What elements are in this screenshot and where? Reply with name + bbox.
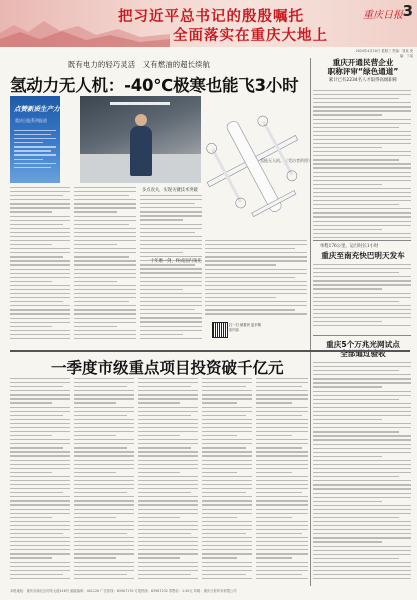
right-story-2-body bbox=[313, 264, 411, 330]
bottom-story-col-4 bbox=[202, 378, 252, 583]
qr-caption: 扫一扫 就看到 更多精彩内容 bbox=[229, 323, 261, 332]
right-story-3-headline-2: 全部通过验收 bbox=[340, 349, 386, 358]
column-rule bbox=[310, 58, 311, 586]
main-subhead-b: 十年磨一剑，终成国内领先 bbox=[150, 259, 202, 264]
right-story-2-kicker: 单程176公里，运行时长1小时 bbox=[320, 244, 379, 249]
main-subhead-a: 多点攻关，实现关键技术突破 bbox=[142, 188, 198, 193]
page-number: 3 bbox=[402, 2, 413, 20]
bottom-headline: 一季度市级重点项目投资破千亿元 bbox=[51, 359, 284, 377]
top-banner bbox=[0, 0, 417, 47]
main-story-col-2 bbox=[74, 187, 136, 342]
series-sub: 重庆日报系列报道 bbox=[15, 118, 47, 123]
banner-slogan-line1: 把习近平总书记的殷殷嘱托 bbox=[118, 8, 304, 25]
series-sidebar bbox=[10, 96, 60, 183]
bottom-story-col-2 bbox=[74, 378, 134, 583]
divider bbox=[313, 240, 411, 241]
banner-slogan-line2: 全面落实在重庆大地上 bbox=[173, 27, 328, 44]
right-story-1-subhead: 累计已有2234名人才取得高级职称 bbox=[328, 78, 398, 83]
right-story-2 bbox=[313, 251, 413, 260]
main-story-col-1 bbox=[10, 187, 70, 342]
right-story-2-headline: 重庆至南充快巴明天发车 bbox=[321, 251, 405, 260]
main-story-col-4 bbox=[205, 240, 307, 318]
main-headline: 氢动力无人机：-40℃极寒也能飞3小时 bbox=[10, 76, 299, 95]
right-story-3 bbox=[313, 340, 413, 358]
right-story-3-body bbox=[313, 362, 411, 584]
right-story-1 bbox=[313, 58, 413, 83]
bottom-story-col-5 bbox=[256, 378, 308, 583]
bottom-story-col-1 bbox=[10, 378, 70, 583]
divider bbox=[313, 335, 411, 336]
page-footer: 本报地址：重庆市渝北区同茂大道416号 邮政编码：401120 广告热线：63907170 订报热线：63907232 零售价：1.50元 印刷：重庆日报印务有限公司 bbox=[10, 589, 237, 593]
drone-image bbox=[200, 96, 310, 236]
main-kicker: 既有电力的轻巧灵活 又有燃油的超长续航 bbox=[68, 60, 211, 69]
right-story-1-headline-1: 重庆开通民营企业 bbox=[332, 58, 394, 67]
series-logo: 点赞新质生产力 bbox=[14, 105, 60, 113]
right-story-1-headline-2: 职称评审“绿色通道” bbox=[327, 67, 399, 76]
drone-caption: 氢能无人机。（受访者供图） bbox=[260, 158, 312, 163]
factory-photo bbox=[80, 96, 201, 183]
paper-logo: 重庆日报 bbox=[363, 10, 403, 21]
masthead-info: 2024年4月10日 星期三 责编：刘某 美编：丁某 bbox=[355, 49, 413, 58]
qr-code[interactable] bbox=[212, 322, 228, 338]
bottom-story-col-3 bbox=[138, 378, 198, 583]
series-text-block bbox=[14, 130, 58, 174]
main-story-col-3 bbox=[140, 195, 202, 342]
section-divider bbox=[10, 350, 410, 352]
right-story-3-headline-1: 重庆5个万兆光网试点 bbox=[326, 340, 400, 349]
right-story-1-body bbox=[313, 90, 411, 240]
